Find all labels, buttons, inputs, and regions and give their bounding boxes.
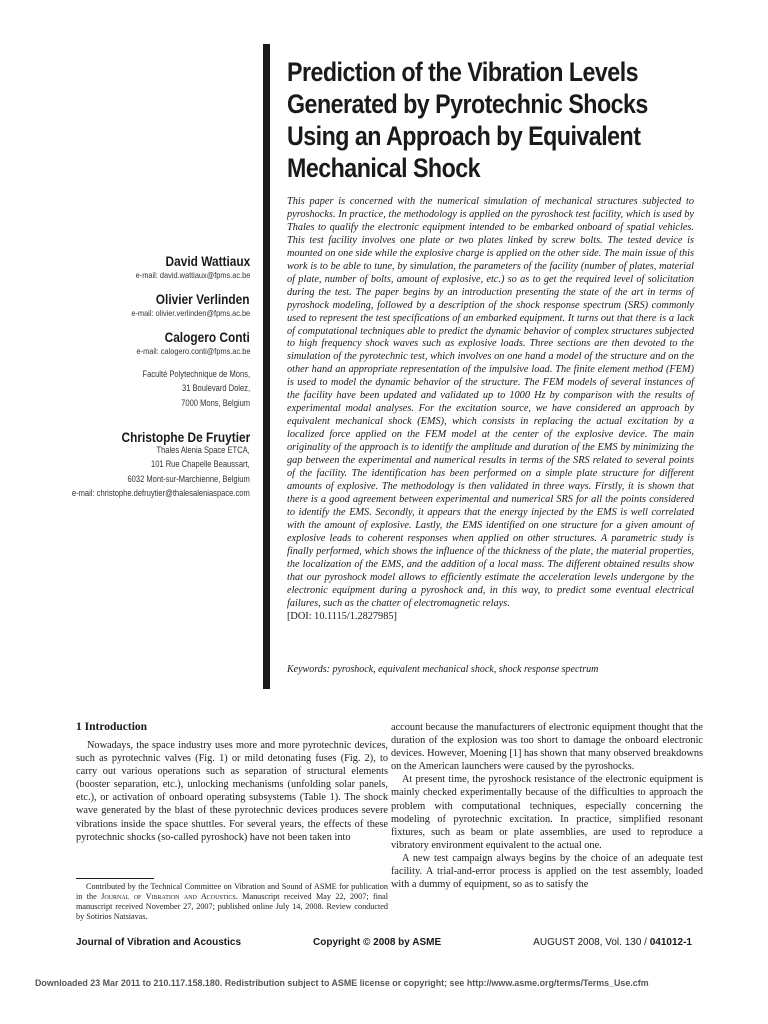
author-email[interactable]: e-mail: david.wattiaux@fpms.ac.be bbox=[135, 270, 250, 280]
title-line: Mechanical Shock bbox=[287, 153, 481, 183]
affiliation-line: 7000 Mons, Belgium bbox=[181, 397, 250, 408]
author-email[interactable]: e-mail: calogero.conti@fpms.ac.be bbox=[136, 346, 250, 356]
abstract bbox=[287, 196, 694, 623]
author-name: Calogero Conti bbox=[164, 330, 250, 345]
affiliation-thales bbox=[72, 443, 250, 500]
affiliation-line: 6032 Mont-sur-Marchienne, Belgium bbox=[127, 473, 250, 484]
author-name: Christophe De Fruytier bbox=[121, 430, 250, 445]
footnote-rule bbox=[76, 878, 154, 879]
intro-column-left: Nowadays, the space industry uses more and more pyrotechnic devices, such as pyrotechnic valves (Fig. 1) or mild detonating fuses (Fig. 2), to carry out various operations such as separation of structural elements (booster separation, etc.), unlocking mechanisms (unfolding solar panels, etc.), or activation of onboard operating subsystems (Table 1). The shock wave generated by the blast of these pyrotechnic devices produces severe vibrations inside the space shuttles. For several years, the effects of these pyrotechnic shocks (so-called pyroshock) have not been taken into bbox=[76, 740, 388, 843]
section-heading: 1 Introduction bbox=[76, 721, 148, 733]
title-line: Generated by Pyrotechnic Shocks bbox=[287, 89, 648, 119]
author-email[interactable]: e-mail: olivier.verlinden@fpms.ac.be bbox=[131, 308, 250, 318]
affiliation-line: Faculté Polytechnique de Mons, bbox=[142, 369, 250, 379]
footer-copyright: Copyright © 2008 by ASME bbox=[313, 937, 442, 948]
affiliation-line: Thales Alenia Space ETCA, bbox=[156, 445, 250, 455]
author-name: Olivier Verlinden bbox=[156, 292, 250, 307]
title-line: Prediction of the Vibration Levels bbox=[287, 57, 639, 87]
affiliation-line: 101 Rue Chapelle Beaussart, bbox=[151, 459, 250, 470]
paragraph: A new test campaign always begins by the choice of an adequate test facility. A trial-and-error process is applied on the test assembly, loaded with a dummy of equipment, so as to satisfy the bbox=[391, 852, 703, 891]
footer-journal: Journal of Vibration and Acoustics bbox=[76, 937, 242, 948]
paragraph: account because the manufacturers of electronic equipment thought that the duration of the explosion was too short to damage the onboard electronic devices. However, Moening [1] has shown that many observed breakdowns on the American launchers were caused by the pyroshocks. bbox=[391, 722, 703, 773]
paper-title bbox=[287, 56, 734, 184]
abstract-text: This paper is concerned with the numerical simulation of mechanical structures subjected to pyroshocks. In practice, the methodology is applied on the pyroshock test facility, which is used by Thales to qualify the electronic equipment intended to be embarked onboard of spatial vehicles. This test facility involves one plate or two plates linked by screw bolts. The tested device is mounted on one side while the explosive charge is applied on the other side. The main issue of this work is to be able to tune, by simulation, the parameters of the facility (number of plates, material of plate, number of bolts, amount of explosive, etc.) so as to get the required level of solicitation during the test. The paper begins by an introduction presenting the state of the art in terms of pyroshock modeling, followed by a description of the shock response spectrum (SRS) commonly used to represent the test specifications of an embarked equipment. It turns out that there is a lack of computational techniques able to predict the dynamic behavior of complex structures subjected to high frequency shock waves such as explosive loads. Three sections are then devoted to the simulation of the pyrotechnic test, which involves on one hand a model of the structure and on the other hand an appropriate representation of the impulsive load. The finite element method (FEM) is used to model the dynamic behavior of the structure. The FEM models of several instances of the facility have been updated and validated up to 1000 Hz by comparison with the results of experimental modal analyses. For the excitation source, we have considered an approach by equivalent mechanical shock (EMS), which consists in replacing the actual excitation by a localized force applied on the FEM model at the center of the explosive device. The main originality of the approach is to identify the amplitude and duration of the EMS by minimizing the gap between the experimental and numerical results in terms of the SRS related to several points of the facility. The identification has been performed on a simple plate structure for different amounts of explosive. The methodology is then validated in three ways. Firstly, it is shown that there is a good agreement between experimental and numerical SRS for all the points considered to identify the EMS. Secondly, it appears that the energy injected by the EMS is well correlated with the amount of explosive. Lastly, the EMS identified on one structure for a given amount of explosive leads to coherent responses when applied on other structures. A parametric study is finally performed, which shows the influence of the thickness of the plate, the material properties, the localization of the EMS, and the addition of a local mass. The different obtained results show that our pyroshock model allows to efficiently estimate the acceleration levels undergone by the electronic equipment during a pyroshock and, in this way, to predict some eventual electrical failures, such as the chatter of electromagnetic relays. bbox=[287, 196, 694, 609]
footnote: Contributed by the Technical Committee on Vibration and Sound of ASME for publication in the Journal of Vibration and Acoustics. Manuscript received May 22, 2007; final manuscript received November 27, 2007; published online July 14, 2008. Review conducted by Sotirios Natsiavas. bbox=[76, 882, 388, 921]
author-email[interactable]: e-mail: christophe.defruytier@thalesaleniaspace.com bbox=[72, 487, 250, 498]
doi-link[interactable]: [DOI: 10.1115/1.2827985] bbox=[287, 610, 397, 622]
footer-issue: AUGUST 2008, Vol. 130 / 041012-1 bbox=[533, 937, 692, 948]
keywords: Keywords: pyroshock, equivalent mechanical shock, shock response spectrum bbox=[287, 664, 599, 675]
intro-column-right bbox=[391, 721, 703, 891]
paragraph: At present time, the pyroshock resistance of the electronic equipment is mainly checked experimentally because of the difficulties to approach the problem with computational techniques, especially concerning the modeling of pyrotechnic excitation. In practice, simplified resonant fixtures, such as beam or plate assemblies, are used to reproduce a vibratory environment equivalent to the actual one. bbox=[391, 774, 703, 851]
affiliation-line: 31 Boulevard Dolez, bbox=[181, 383, 250, 394]
vertical-rule bbox=[263, 44, 270, 689]
title-line: Using an Approach by Equivalent bbox=[287, 121, 641, 151]
author-name: David Wattiaux bbox=[165, 254, 250, 269]
affiliation-mons bbox=[142, 367, 250, 410]
download-notice: Downloaded 23 Mar 2011 to 210.117.158.180. Redistribution subject to ASME license or copyright; see http://www.asme.org/terms/Terms_Use.cfm bbox=[35, 977, 649, 988]
